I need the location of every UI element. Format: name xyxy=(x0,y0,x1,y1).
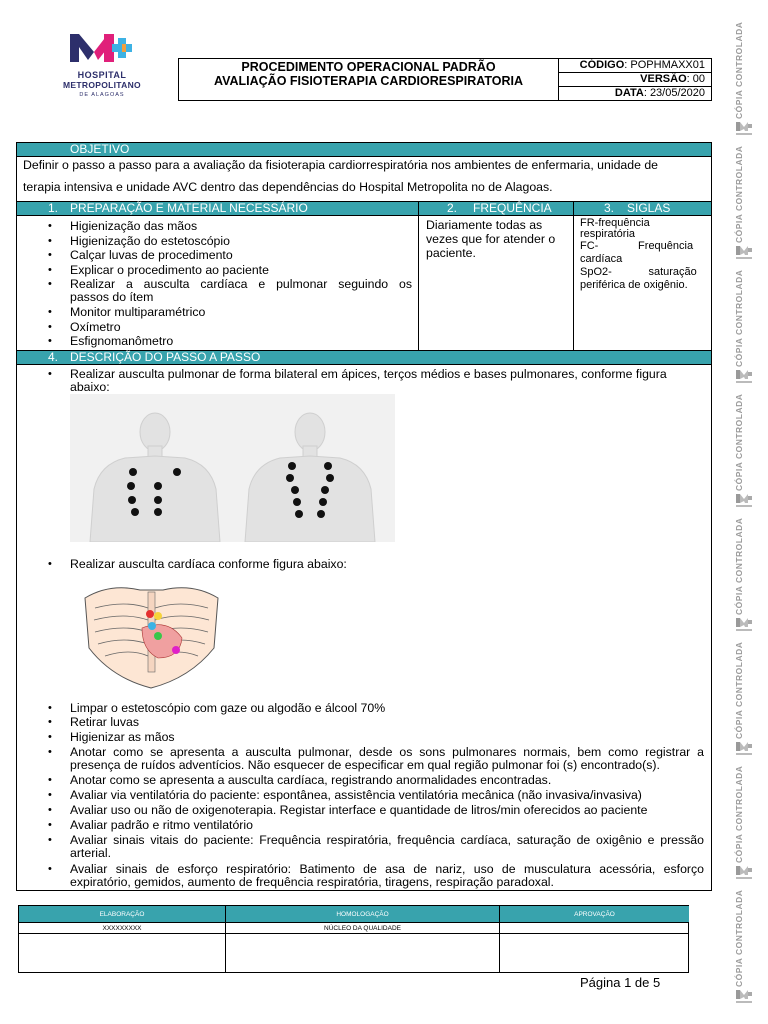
controlled-copy-stamp xyxy=(728,888,760,1012)
controlled-copy-stamp xyxy=(728,392,760,516)
list-item: • Realizar a ausculta cardíaca e pulmonar seguindo os xyxy=(70,278,412,292)
list-item: • Higienizar as mãos xyxy=(70,731,175,745)
hospital-mini-logo-icon xyxy=(734,368,754,386)
controlled-copy-stamp xyxy=(728,516,760,640)
list-item: • Explicar o procedimento ao paciente xyxy=(70,264,269,278)
controlled-copy-stamps xyxy=(728,20,760,1010)
document-title-line2: AVALIAÇÃO FISIOTERAPIA CARDIORESPIRATORIA xyxy=(213,74,524,88)
list-item: • Oxímetro xyxy=(70,321,121,335)
codigo-value: : POPHMAXX01 xyxy=(624,59,705,71)
list-item: • Avaliar sinais vitais do paciente: Frequência respiratória, frequência cardíaca, saturação de oxigênio e pressão xyxy=(70,834,704,848)
objetivo-text-line2: terapia intensiva e unidade AVC dentro das dependências do Hospital Metropolita no de Alagoas. xyxy=(23,180,553,194)
document-title-line1: PROCEDIMENTO OPERACIONAL PADRÃO xyxy=(241,60,496,74)
section2-header xyxy=(419,201,573,216)
document-meta-box xyxy=(559,58,712,101)
list-item: • Avaliar sinais de esforço respiratório: Batimento de asa de nariz, uso de musculatura acessória, esforço xyxy=(70,863,704,877)
list-item: • Anotar como se apresenta a ausculta cardíaca, registrando anormalidades encontradas. xyxy=(70,774,551,788)
hospital-mini-logo-icon xyxy=(734,616,754,634)
frequencia-line3: paciente. xyxy=(426,246,476,260)
controlled-copy-stamp xyxy=(728,268,760,392)
hospital-mini-logo-icon xyxy=(734,244,754,262)
section3-number: 3. xyxy=(604,201,615,215)
objetivo-title: OBJETIVO xyxy=(70,142,130,156)
logo-text xyxy=(52,70,152,100)
elaboracao-value: XXXXXXXXX xyxy=(19,923,225,934)
list-item: • Avaliar padrão e ritmo ventilatório xyxy=(70,819,253,833)
section1-header xyxy=(17,201,418,216)
section2-number: 2. xyxy=(447,201,458,215)
cardiac-auscultation-figure xyxy=(80,578,223,690)
controlled-copy-text: CÓPIA CONTROLADA xyxy=(734,517,744,615)
codigo-label: CÓDIGO xyxy=(579,59,625,71)
hospital-mini-logo-icon xyxy=(734,492,754,510)
controlled-copy-text: CÓPIA CONTROLADA xyxy=(734,145,744,243)
homologacao-header: HOMOLOGAÇÃO xyxy=(226,906,499,923)
section3-header xyxy=(574,201,711,216)
siglas-line2: respiratória xyxy=(580,228,636,240)
lung-auscultation-figure xyxy=(70,394,395,542)
list-item-continuation: abaixo: xyxy=(70,380,110,394)
section3-title: SIGLAS xyxy=(627,201,671,215)
versao-row xyxy=(559,73,711,87)
siglas-line5: SpO2- saturação xyxy=(580,266,697,278)
section4-title: DESCRIÇÃO DO PASSO A PASSO xyxy=(70,350,261,364)
controlled-copy-text: CÓPIA CONTROLADA xyxy=(734,269,744,367)
list-item-continuation: arterial. xyxy=(70,846,112,860)
list-item-continuation: passos do ítem xyxy=(70,290,154,304)
objetivo-text-line1: Definir o passo a passo para a avaliação da fisioterapia cardiorrespiratória nos ambientes de enfermaria, unidade de xyxy=(23,158,659,172)
section2-title: FREQUÊNCIA xyxy=(473,201,552,215)
logo-line1: HOSPITAL xyxy=(77,70,127,80)
aprovacao-header: APROVAÇÃO xyxy=(500,906,689,923)
list-item: • Avaliar uso ou não de oxigenoterapia. Registar interface e quantidade de litros/min oferecidos ao paciente xyxy=(70,804,647,818)
list-item: • Realizar ausculta cardíaca conforme figura abaixo: xyxy=(70,558,347,572)
controlled-copy-text: CÓPIA CONTROLADA xyxy=(734,889,744,987)
siglas-line4: cardíaca xyxy=(580,253,623,265)
approval-table xyxy=(18,905,689,973)
controlled-copy-text: CÓPIA CONTROLADA xyxy=(734,641,744,739)
controlled-copy-text: CÓPIA CONTROLADA xyxy=(734,393,744,491)
frequencia-line1: Diariamente todas as xyxy=(426,218,543,232)
codigo-row xyxy=(559,59,711,73)
controlled-copy-stamp xyxy=(728,144,760,268)
hospital-mini-logo-icon xyxy=(734,988,754,1006)
list-item: • Monitor multiparamétrico xyxy=(70,306,205,320)
list-item: • Higienização das mãos xyxy=(70,220,197,234)
document-title-box xyxy=(178,58,559,101)
homologacao-value: NÚCLEO DA QUALIDADE xyxy=(226,923,499,934)
logo-line3: DE ALAGOAS xyxy=(79,92,125,98)
controlled-copy-stamp xyxy=(728,20,760,144)
list-item: • Higienização do estetoscópio xyxy=(70,235,230,249)
siglas-line3: FC- Frequência xyxy=(580,240,694,252)
list-item: • Retirar luvas xyxy=(70,716,139,730)
list-item: • Anotar como se apresenta a ausculta pulmonar, desde os sons pulmonares normais, bem como registrar a xyxy=(70,746,704,760)
hospital-mini-logo-icon xyxy=(734,864,754,882)
aprovacao-value xyxy=(500,923,689,934)
hospital-mini-logo-icon xyxy=(734,740,754,758)
section4-number: 4. xyxy=(48,350,59,364)
section4-header xyxy=(17,350,711,365)
list-item: • Calçar luvas de procedimento xyxy=(70,249,233,263)
controlled-copy-stamp xyxy=(728,764,760,888)
frequencia-line2: vezes que for atender o xyxy=(426,232,556,246)
list-item: • Esfignomanômetro xyxy=(70,335,173,349)
list-item-continuation: expiratório, gemidos, aumento de frequência respiratória, tiragens, respiração paradoxal. xyxy=(70,875,554,889)
siglas-line6: periférica de oxigênio. xyxy=(580,279,688,291)
data-row xyxy=(559,87,711,101)
list-item: • Avaliar via ventilatória do paciente: espontânea, assistência ventilatória mecânica (não invasiva/invasiva) xyxy=(70,789,642,803)
logo-line2: METROPOLITANO xyxy=(63,80,141,90)
data-value: : 23/05/2020 xyxy=(643,87,705,99)
versao-label: VERSÃO xyxy=(640,73,687,85)
list-item: • Realizar ausculta pulmonar de forma bilateral em ápices, terços médios e bases pulmonares, conforme figura xyxy=(70,368,667,382)
list-item: • Limpar o estetoscópio com gaze ou algodão e álcool 70% xyxy=(70,702,385,716)
page-number: Página 1 de 5 xyxy=(580,975,661,990)
versao-value: : 00 xyxy=(686,73,705,85)
siglas-line1: FR-frequência xyxy=(580,217,650,229)
elaboracao-header: ELABORAÇÃO xyxy=(19,906,225,923)
hospital-mini-logo-icon xyxy=(734,120,754,138)
objetivo-header xyxy=(17,143,711,157)
controlled-copy-text: CÓPIA CONTROLADA xyxy=(734,765,744,863)
controlled-copy-stamp xyxy=(728,640,760,764)
list-item-continuation: presença de ruídos adventícios. Não esquecer de especificar em qual região pulmonar foi (s) encontrado(s). xyxy=(70,758,660,772)
section1-title: PREPARAÇÃO E MATERIAL NECESSÁRIO xyxy=(70,201,308,215)
section1-number: 1. xyxy=(48,201,59,215)
controlled-copy-text: CÓPIA CONTROLADA xyxy=(734,21,744,119)
data-label: DATA xyxy=(614,87,644,99)
